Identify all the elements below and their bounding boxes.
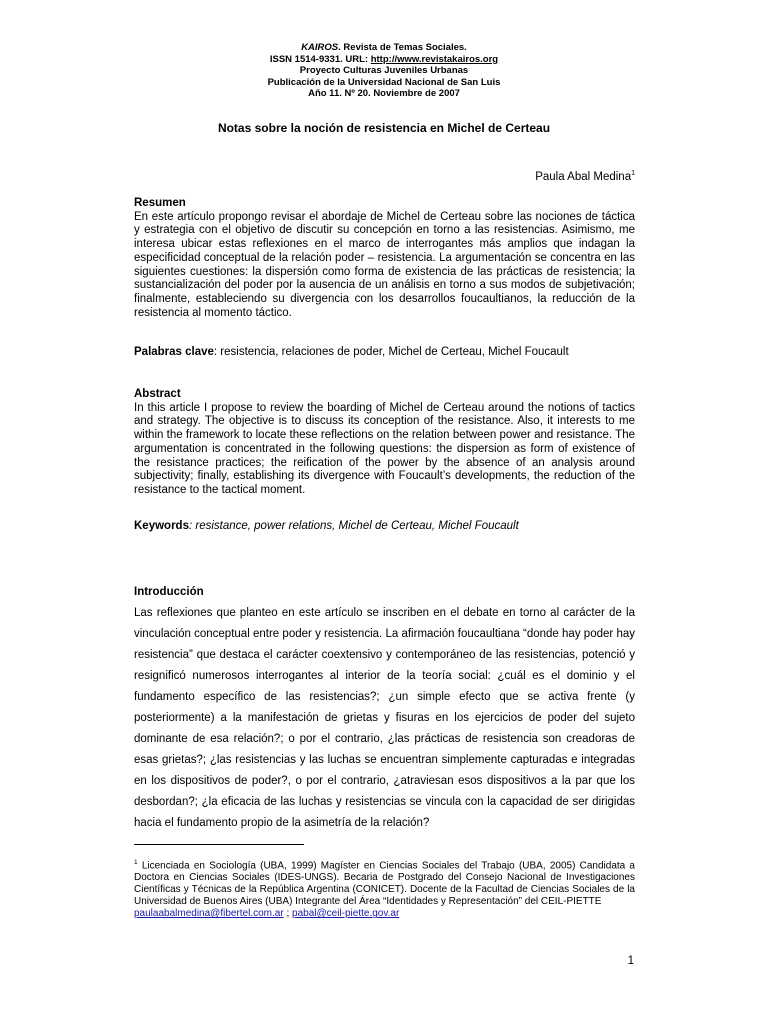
email-link-fibertel[interactable]: paulaabalmedina@fibertel.com.ar	[134, 908, 284, 920]
journal-masthead	[0, 42, 768, 100]
keywords-line	[134, 520, 635, 534]
resumen-heading: Resumen	[134, 197, 186, 209]
resumen-text: En este artículo propongo revisar el abordaje de Michel de Certeau sobre las nociones de táctica y estrategia con el objetivo de discutir su concepción en torno a las resistencias. Asimismo, me interesa ubicar estas reflexiones en el marco de interrogantes más amplios que indagan la especificidad conceptual de la relación poder – resistencia. La argumentación se concentra en las siguientes cuestiones: la dispersión como forma de existencia de las prácticas de resistencia; la sustancialización del poder por la ausencia de un análisis en torno a sus modos de subjetivación; finalmente, estableciendo su divergencia con los desarrollos foucaultianos, la reducción de la resistencia al momento táctico.	[134, 210, 635, 319]
author-byline	[535, 170, 635, 183]
resumen-section	[134, 197, 635, 320]
abstract-section	[134, 388, 635, 498]
article-title: Notas sobre la noción de resistencia en Michel de Certeau	[217, 121, 551, 135]
palabras-clave-text: : resistencia, relaciones de poder, Michel de Certeau, Michel Foucault	[213, 346, 569, 358]
abstract-text: In this article I propose to review the boarding of Michel de Certeau around the notions of tactics and strategy. The objective is to discuss its conception of the resistance. Also, it interests to me within the framework to locate these reflections on the relation between power and resistance. The argumentation is concentrated in the following questions: the dispersion as form of existence of the resistance practices; the reification of the power by the absence of an analysis around subjectivity; finally, establishing its divergence with Foucault’s developments, the reduction of the resistance to the tactical moment.	[134, 401, 635, 496]
palabras-clave-line	[134, 346, 635, 360]
palabras-clave-label: Palabras clave	[134, 346, 214, 358]
introduccion-section	[134, 585, 635, 834]
author-name: Paula Abal Medina	[535, 170, 632, 183]
project-line: Proyecto Culturas Juveniles Urbanas	[299, 65, 469, 76]
email-link-ceil-piette[interactable]: pabal@ceil-piette.gov.ar	[292, 908, 400, 920]
issn-line	[0, 54, 768, 66]
footnote-separator	[134, 844, 304, 845]
keywords-text: : resistance, power relations, Michel de Certeau, Michel Foucault	[188, 520, 519, 532]
email-separator: ;	[283, 908, 293, 920]
journal-name-line	[0, 42, 768, 54]
footnote-number: 1	[134, 859, 138, 866]
page-number: 1	[627, 955, 634, 967]
author-footnote-mark[interactable]: 1	[631, 170, 635, 177]
publisher-line: Publicación de la Universidad Nacional de San Luis	[267, 76, 501, 88]
abstract-heading: Abstract	[134, 388, 181, 400]
issn-label: ISSN 1514-9331. URL:	[269, 53, 371, 65]
journal-subtitle: . Revista de Temas Sociales.	[338, 42, 467, 53]
introduccion-heading: Introducción	[134, 586, 204, 598]
footnote	[134, 857, 635, 920]
issue-line: Año 11. Nº 20. Noviembre de 2007	[308, 88, 460, 99]
introduccion-text: Las reflexiones que planteo en este artículo se inscriben en el debate en torno al carácter de la vinculación conceptual entre poder y resistencia. La afirmación foucaultiana “donde hay poder hay resistencia” que destaca el carácter coextensivo y contemporáneo de las resistencias, potenció y resignificó numerosos interrogantes al interior de la teoría social: ¿cuál es el dominio y el fundamento específico de las resistencias?; ¿un simple efecto que se activa frente (y posteriormente) a la manifestación de grietas y fisuras en los ejercicios de poder del sujeto dominante de esa relación?; o por el contrario, ¿las prácticas de resistencia son creadoras de esas grietas?; ¿las resistencias y las luchas se encuentran simplemente capturadas e integradas en los dispositivos de poder?, o por el contrario, ¿atraviesan esos dispositivos a la par que los desbordan?; ¿la eficacia de las luchas y resistencias se vincula con la capacidad de ser dirigidas hacia el fundamento propio de la asimetría de la relación?	[134, 607, 635, 829]
journal-name: KAIROS	[301, 42, 339, 53]
footnote-text: Licenciada en Sociología (UBA, 1999) Magíster en Ciencias Sociales del Trabajo (UBA, 2005) Candidata a Doctora en Ciencias Sociales (IDES-UNGS). Becaria de Postgrado del Consejo Nacional de Investigaciones Científicas y Técnicas de la República Argentina (CONICET). Docente de la Facultad de Ciencias Sociales de la Universidad de Buenos Aires (UBA) Integrante del Área “Identidades y Representación” del CEIL-PIETTE	[134, 860, 635, 908]
keywords-label: Keywords	[134, 520, 189, 532]
journal-url-link[interactable]: http://www.revistakairos.org	[370, 53, 499, 65]
